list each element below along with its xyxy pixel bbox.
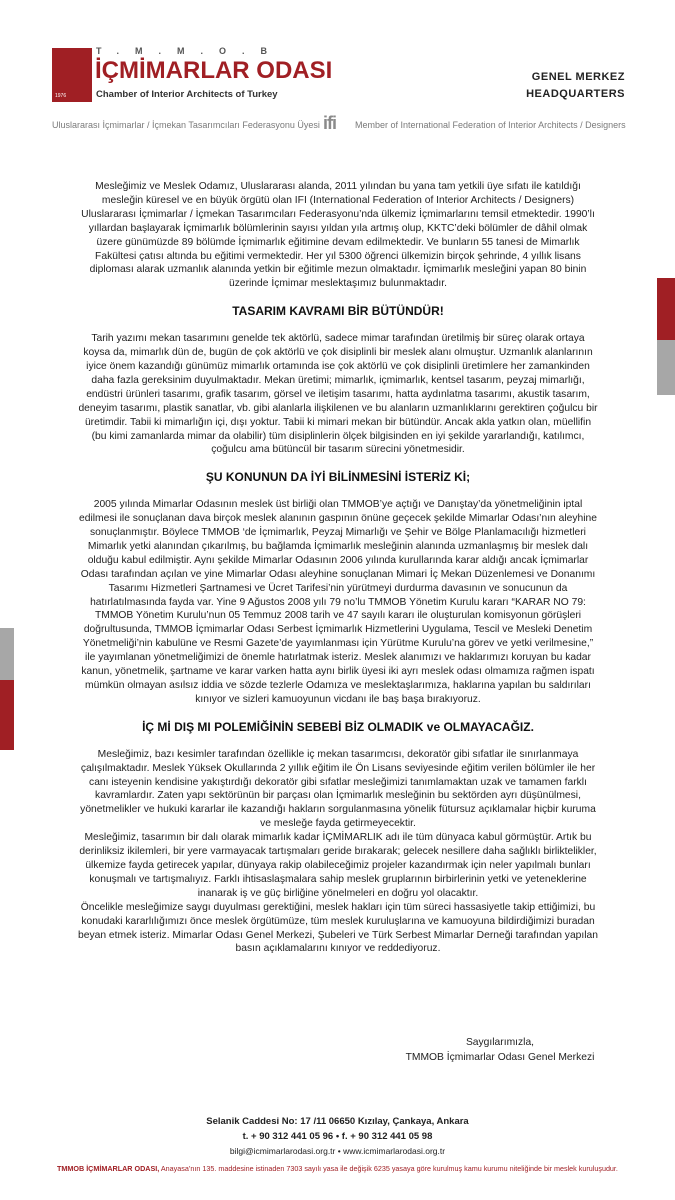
- paragraph-3b: Mesleğimiz, tasarımın bir dalı olarak mimarlık kadar İÇMİMARLIK adı ile tüm dünyaca kabul görmüştür. Artık bu derinliksiz ikilemleri, bir yere varmayacak tartışmaları geride bırakarak; gelecek nesillere daha sağlıklı birliktelikler, ülkemize fayda getirecek yapılar, dünyaya rakip olabileceğimiz projeler kazandırmak için neler yapılmalı bunları konuşmalı ve tartışmalıyız. Farklı ihtisaslaşmalara sahip meslek gruplarının birbirlerinin yetki ve yeteneklerine inanarak iş ve güç birliğine yönelmeleri en doğru yol olacaktır.: [79, 832, 597, 899]
- footer-phone: t. + 90 312 441 05 96 • f. + 90 312 441 05 98: [242, 1131, 433, 1142]
- footer-email-web[interactable]: bilgi@icmimarlarodasi.org.tr • www.icmimarlarodasi.org.tr: [229, 1146, 446, 1156]
- closing-signature: [380, 1035, 620, 1065]
- federation-text-tr: Uluslararası İçmimarlar / İçmekan Tasarımcıları Federasyonu Üyesi: [52, 120, 320, 130]
- logo-tmmob: T.M.M.O.B: [96, 46, 283, 56]
- headquarters-label: [526, 69, 625, 103]
- hq-line-1: GENEL MERKEZ: [531, 71, 625, 83]
- footer-legal: [0, 1164, 675, 1173]
- footer-address: Selanik Caddesi No: 17 /11 06650 Kızılay, Çankaya, Ankara: [206, 1116, 469, 1127]
- decor-bar-gray-right: [657, 340, 675, 395]
- closing-greeting: Saygılarımızla,: [465, 1037, 535, 1048]
- paragraph-3a: Mesleğimiz, bazı kesimler tarafından özellikle iç mekan tasarımcısı, dekoratör gibi sıfatlar ile sınırlanmaya çalışılmaktadır. Meslek Yüksek Okullarında 2 yıllık eğitim ile Ön Lisans seviyesinde eğitim verilen bölümler ile her canı isteyenin kendisine yakıştırdığı dekoratör gibi sıfatlar mesleğimizi tanımlamaktan uzak ve tamamen farklı kavramlardır. Zaten yapı sektörünün bir parçası olan İçmimarlık mesleğinin bu sektörden ayrı düşünülmesi, yönetmelikler ve hukuki kararlar ile kazandığı hakların sorgulanmasına yönelik fütursuz açıklamalar hiçbir kuruma ve mesleğe fayda getirmeyecektir.: [80, 748, 596, 830]
- decor-bar-gray-left: [0, 628, 14, 680]
- federation-text-en: Member of International Federation of Interior Architects / Designers: [355, 120, 626, 130]
- logo-year: 1976: [55, 93, 67, 99]
- decor-bar-red-left: [0, 680, 14, 750]
- heading-1: TASARIM KAVRAMI BİR BÜTÜNDÜR!: [232, 304, 444, 319]
- document-body: [78, 180, 598, 956]
- footer-legal-org: TMMOB İÇMİMARLAR ODASI,: [57, 1164, 160, 1173]
- heading-3: İÇ Mİ DIŞ MI POLEMİĞİNİN SEBEBİ BİZ OLMADIK ve OLMAYACAĞIZ.: [142, 719, 534, 734]
- closing-signatory: TMMOB İçmimarlar Odası Genel Merkezi: [405, 1052, 595, 1063]
- intro-paragraph: Mesleğimiz ve Meslek Odamız, Uluslararası alanda, 2011 yılından bu yana tam yetkili üye sıfatı ile katıldığı mesleğin küresel ve en büyük örgütü olan IFI (International Federation of Interior Architects / Designers) Uluslararası İçmimarlar / İçmekan Tasarımcıları Federasyonu’nda ülkemiz İçmimarlarını temsil etmektedir. 1990’lı yıllardan başlayarak İçmimarlık bölümlerinin sayısı yıldan yıla artmış olup, KKTC’deki bölümler de dâhil olmak üzere günümüzde 89 bölümde İçmimarlık eğitimine devam edilmektedir. Ve bunların 55 tanesi de Mimarlık Fakültesi çatısı altında bu eğitimi vermektedir. Her yıl 5300 öğrenci ülkemizin birçok şehrinde, 4 yıllık lisans diploması alarak uzmanlık alanında yetkin bir eğitimle mezun olmaktadır. İçmimarlık mesleğini yapan 80 binin üzerinde İçmimar meslektaşımız bulunmaktadır.: [81, 181, 595, 290]
- heading-2: ŞU KONUNUN DA İYİ BİLİNMESİNİ İSTERİZ Kİ;: [205, 470, 471, 485]
- hq-line-2: HEADQUARTERS: [526, 88, 625, 100]
- paragraph-1: Tarih yazımı mekan tasarımını genelde tek aktörlü, sadece mimar tarafından üretilmiş bir süreç olarak ortaya koysa da, mimarlık dün de, bugün de çok aktörlü ve çok disiplinli bir meslek alanı olmuştur. Uzmanlık alanlarının iyice önem kazandığı günümüz mimarlık ortamında ise çok aktörlü ve çok disiplinli üretimlere her zamankinden daha fazla gereksinim duyulmaktadır. Mekan üretimi; mimarlık, içmimarlık, kentsel tasarım, peyzaj mimarlığı, endüstri ürünleri tasarımı, grafik tasarım, görsel ve iletişim tasarımı, hatta aydınlatma tasarımı, akustik tasarım, deneyim tasarımı, plastik sanatlar, vb. gibi alanlarla ilişkilenen ve bu alanların uzmanlıklarını gerektiren çoğulcu bir üretimdir. Tabii ki mimarlığın içi, dışı yoktur. Tabii ki mimari mekan bir bütündür. Ancak akla yatkın olan, müellifin (bu kimi zamanlarda mimar da olabilir) tüm disiplinlerin ölçek bilgisinden en iyi şekilde yararlandığı, katılımcı, çoğulcu ama bütüncül bir tasarım sürecini yönetmesidir.: [78, 333, 598, 456]
- paragraph-2: 2005 yılında Mimarlar Odasının meslek üst birliği olan TMMOB’ye açtığı ve Danıştay’da yönetmeliğinin iptal edilmesi ile sonuçlanan dava birçok meslek alanının gaspının önüne geçecek şekilde Mimarlar Odası’nın aleyhine sonuçlanmıştır. Böylece TMMOB ‘de İçmimarlık, Peyzaj Mimarlığı ve Şehir ve Bölge Planlamacılığı hizmetleri Mimarlık yetki alanından çıkarılmış, bu bağlamda İçmimarlık mesleğinin alanında uzmanlaşmış bir meslek dalı olduğu kabul edilmiştir. Aynı şekilde Mimarlar Odasının 2006 yılında kurullarında karar aldığı ancak İçmimarlar Odası tarafından açılan ve yine Mimarlar Odası aleyhine sonuçlanan Mimari İç Mekan Düzenlemesi ve Donanımı Tasarımı Hizmetleri Şartnamesi ve Ücret Tarifesi’nin yürütmeyi durdurma davasının ve sonucunun da hatırlatılmasında fayda var. Yine 9 Ağustos 2008 yılı 79 no’lu TMMOB Yönetim Kurulu kararı “KARAR NO 79: TMMOB Yönetim Kurulu’nun 05 Temmuz 2008 tarih ve 47 sayılı kararı ile oluşturulan komisyonun görüşleri doğrultusunda, TMMOB İçmimarlar Odası Serbest İçmimarlık Hizmetlerini Uygulama, Tescil ve Mesleki Denetim Yönetmeliği’nin kabulüne ve Resmi Gazete’de yayımlanması için Yürütme Kurulu’na görev ve yetki verilmesine,” ile yayımlanan yönetmeliğimizi de önemle hatırlatmak isteriz. Meslek alanımızı ve haklarımızı koruyan bu kadar kanun, yönetmelik, şartname ve karar varken hatta aynı birlik üyesi iki ayrı meslek odası olmamıza rağmen ispatı mümkün olmayan asılsız iddia ve sözde tezlerle Odamıza ve meslektaşlarımıza, haklarına yapılan bu saldırıları kınıyor ve sizleri kamuoyunun vicdanı ile baş başa bırakıyoruz.: [79, 499, 597, 705]
- paragraph-3c: Öncelikle mesleğimize saygı duyulması gerektiğini, meslek hakları için tüm süreci hassasiyetle takip ettiğimizi, bu konudaki kararlılığımızı önce meslek örgütümüze, tüm meslek kuruluşlarına ve kamuoyuna bildirdiğimizi buradan beyan etmek isteriz. Mimarlar Odası Genel Merkezi, Şubeleri ve Türk Serbest Mimarlar Derneği tarafından yapılan basın açıklamalarını kınıyor ve reddediyoruz.: [78, 901, 599, 955]
- footer-legal-text: Anayasa’nın 135. maddesine istinaden 7303 sayılı yasa ile değişik 6235 yasaya göre kurulmuş kamu kurumu niteliğinde bir meslek kuruluşudur.: [159, 1164, 618, 1173]
- ifi-logo: ifi: [323, 113, 336, 133]
- org-name: İÇMİMARLAR ODASI: [95, 57, 333, 84]
- decor-bar-red-right: [657, 278, 675, 340]
- org-name-en: Chamber of Interior Architects of Turkey: [96, 89, 278, 100]
